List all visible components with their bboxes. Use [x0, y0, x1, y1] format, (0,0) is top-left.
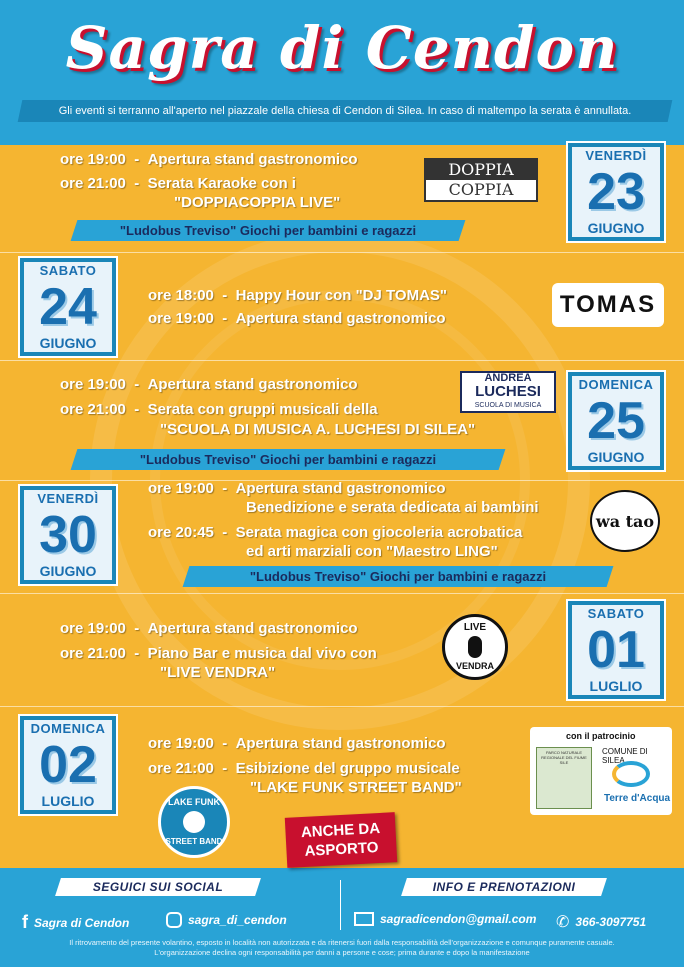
instagram-link[interactable]: sagra_di_cendon	[166, 912, 287, 928]
date-number: 30	[39, 506, 97, 564]
phone-icon: ✆	[556, 914, 570, 931]
date-dayname: SABATO	[39, 263, 97, 278]
date-month: GIUGNO	[587, 220, 645, 236]
subtitle-banner	[18, 100, 673, 122]
facebook-icon: f	[22, 912, 28, 932]
event-line: ore 19:00 - Apertura stand gastronomico	[60, 620, 358, 637]
event-line: ore 19:00 - Apertura stand gastronomico	[60, 151, 358, 168]
asporto-badge: ANCHE DA ASPORTO	[285, 812, 397, 868]
date-number: 01	[587, 621, 645, 679]
date-dayname: DOMENICA	[30, 721, 106, 736]
phone-link[interactable]: ✆ 366-3097751	[556, 914, 647, 931]
event-line: ore 20:45 - Serata magica con giocoleria acrobatica	[148, 524, 523, 541]
section-divider	[0, 252, 684, 253]
date-box-01-luglio	[568, 601, 664, 699]
tomas-logo: TOMAS	[552, 283, 664, 327]
event-line: "SCUOLA DI MUSICA A. LUCHESI DI SILEA"	[160, 421, 476, 438]
date-number: 02	[39, 736, 97, 794]
date-month: GIUGNO	[39, 335, 97, 351]
date-box-30-giugno	[20, 486, 116, 584]
watao-logo: wa tao	[590, 490, 660, 552]
date-number: 25	[587, 392, 645, 450]
date-box-23-giugno	[568, 143, 664, 241]
social-heading: SEGUICI SUI SOCIAL	[55, 878, 261, 896]
date-dayname: SABATO	[587, 606, 645, 621]
date-box-02-luglio	[20, 716, 116, 814]
skull-icon	[183, 811, 205, 833]
event-line: ore 21:00 - Esibizione del gruppo musicale	[148, 760, 460, 777]
date-month: GIUGNO	[587, 449, 645, 465]
event-line: ore 19:00 - Apertura stand gastronomico	[148, 310, 446, 327]
date-number: 24	[39, 278, 97, 336]
section-divider	[0, 360, 684, 361]
date-month: GIUGNO	[39, 563, 97, 579]
email-link[interactable]: sagradicendon@gmail.com	[354, 912, 536, 926]
date-dayname: DOMENICA	[578, 377, 654, 392]
info-heading: INFO E PRENOTAZIONI	[401, 878, 607, 896]
date-box-25-giugno	[568, 372, 664, 470]
event-line: ore 19:00 - Apertura stand gastronomico	[148, 480, 446, 497]
microphone-icon	[468, 636, 482, 658]
event-line: ore 19:00 - Apertura stand gastronomico	[60, 376, 358, 393]
terre-acqua-label: Terre d'Acqua	[604, 793, 671, 804]
event-line: ore 18:00 - Happy Hour con "DJ TOMAS"	[148, 287, 448, 304]
parco-sile-logo: PARCO NATURALE REGIONALE DEL FIUME SILE	[536, 747, 592, 809]
event-line: Benedizione e serata dedicata ai bambini	[246, 499, 539, 516]
footer-divider	[340, 880, 341, 930]
ludobus-ribbon: "Ludobus Treviso" Giochi per bambini e ragazzi	[71, 220, 466, 241]
event-line: ore 21:00 - Serata Karaoke con i	[60, 175, 296, 192]
section-divider	[0, 706, 684, 707]
event-line: ore 21:00 - Serata con gruppi musicali della	[60, 401, 378, 418]
lake-funk-logo: LAKE FUNK STREET BAND	[158, 786, 230, 858]
date-dayname: VENERDÌ	[585, 148, 647, 163]
event-line: ore 19:00 - Apertura stand gastronomico	[148, 735, 446, 752]
terre-acqua-icon	[612, 761, 650, 787]
event-line: ed arti marziali con "Maestro LING"	[246, 543, 498, 560]
event-line: "LIVE VENDRA"	[160, 664, 276, 681]
luchesi-logo: ANDREA LUCHESI SCUOLA DI MUSICA	[460, 371, 556, 413]
facebook-link[interactable]: f Sagra di Cendon	[22, 912, 130, 932]
ludobus-ribbon: "Ludobus Treviso" Giochi per bambini e ragazzi	[183, 566, 614, 587]
patrocinio-box	[530, 727, 672, 815]
live-vendra-logo: LIVE VENDRA	[442, 614, 508, 680]
subtitle-text: Gli eventi si terranno all'aperto nel piazzale della chiesa di Cendon di Silea. In caso di maltempo la serata è annullata.	[58, 105, 632, 117]
date-month: LUGLIO	[589, 678, 643, 694]
page-title: Sagra di Cendon	[65, 14, 619, 82]
ludobus-ribbon: "Ludobus Treviso" Giochi per bambini e ragazzi	[71, 449, 506, 470]
date-number: 23	[587, 163, 645, 221]
event-line: "DOPPIACOPPIA LIVE"	[174, 194, 341, 211]
event-line: "LAKE FUNK STREET BAND"	[250, 779, 462, 796]
date-dayname: VENERDÌ	[37, 491, 99, 506]
date-box-24-giugno	[20, 258, 116, 356]
section-divider	[0, 593, 684, 594]
disclaimer: Il ritrovamento del presente volantino, esposto in località non autorizzata e da ritenersi fuori dalla responsabilità dell'organizzazione e comunque puramente casuale. L'organizzazione declina ogni responsabilità per danni a persone e cose; prima durante e dopo la manifestazione	[69, 938, 615, 957]
event-line: ore 21:00 - Piano Bar e musica dal vivo con	[60, 645, 377, 662]
patrocinio-label: con il patrocinio	[566, 731, 636, 741]
comune-silea-label: COMUNE DI SILEA	[602, 747, 648, 765]
instagram-icon	[166, 912, 182, 928]
date-month: LUGLIO	[41, 793, 95, 809]
mail-icon	[354, 912, 374, 926]
doppiacoppia-logo: DOPPIA COPPIA	[424, 158, 538, 202]
